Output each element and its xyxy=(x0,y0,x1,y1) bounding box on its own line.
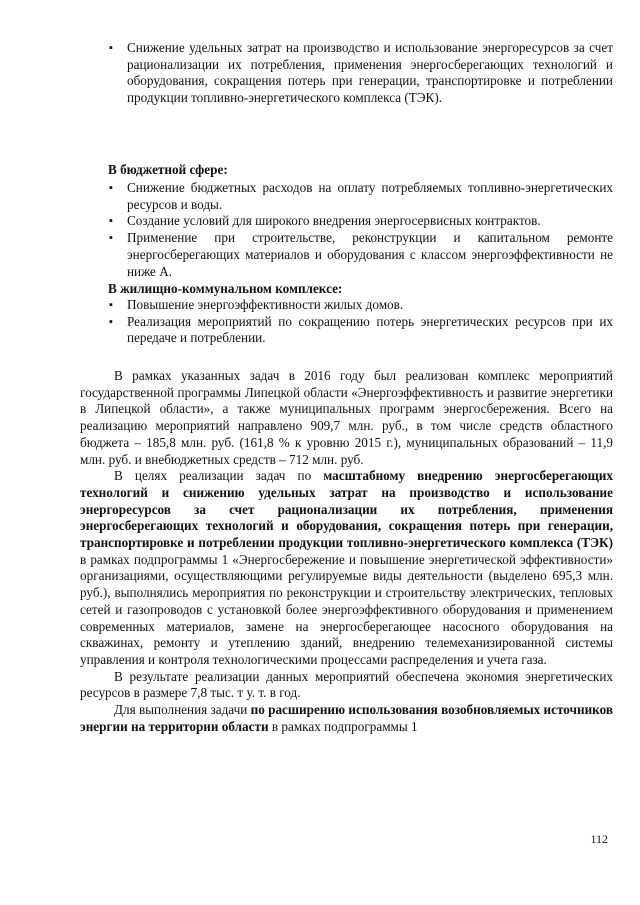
section-heading-budget: В бюджетной сфере: xyxy=(108,162,228,177)
section-heading-housing: В жилищно-коммунальном комплексе: xyxy=(108,281,343,296)
goals-bullet-list xyxy=(108,40,613,107)
list-item: ▪ Применение при строительстве, реконструкции и капитальном ремонте энергосберегающих материалов и оборудования с классом энергоэффективности не ниже А. xyxy=(109,230,613,279)
budget-bullet-list xyxy=(108,180,613,280)
bullet-square-icon: ▪ xyxy=(109,182,113,194)
bullet-square-icon: ▪ xyxy=(109,42,113,54)
list-item: ▪ Создание условий для широкого внедрения энергосервисных контрактов. xyxy=(109,213,541,229)
body-text xyxy=(80,368,613,735)
bullet-square-icon: ▪ xyxy=(109,215,113,228)
paragraph-energy-saving: В целях реализации задач по масштабному внедрению энергосберегающих технологий и снижению удельных затрат на производство и использование энергоресурсов за счет рационализации их потребления, применения энергосберегающих технологий и оборудования, сокращения потерь при генерации, транспортировке и потреблении продукции топливно-энергетического комплекса (ТЭК) в рамках подпрограммы 1 «Энергосбережение и повышение энергетической эффективности» организациями, осуществляющими регулируемые виды деятельности (выделено 695,3 млн. руб.), выполнялись мероприятия по реконструкции и строительству электрических, тепловых сетей и газопроводов с установкой более энергоэффективного оборудования и применением современных материалов, замене на энергосберегающее насосного оборудования на скважинах, ремонту и утеплению зданий, внедрению телемеханизированной системы управления и контроля технологическими процессами распределения и учета газа. xyxy=(80,468,614,667)
list-item: ▪ Повышение энергоэффективности жилых домов. xyxy=(109,297,404,312)
housing-bullet-list xyxy=(108,297,613,347)
list-item: ▪ Снижение бюджетных расходов на оплату потребляемых топливно-энергетических ресурсов и воды. xyxy=(109,180,613,212)
list-item: ▪ Реализация мероприятий по сокращению потерь энергетических ресурсов при их передаче и потреблении. xyxy=(109,313,613,346)
bullet-square-icon: ▪ xyxy=(109,232,113,245)
bullet-square-icon: ▪ xyxy=(109,315,113,328)
paragraph-program-results: В рамках указанных задач в 2016 году был реализован комплекс мероприятий государственной программы Липецкой области «Энергоэффективность и развитие энергетики в Липецкой области», а также муниципальных программ энергосбережения. Всего на реализацию мероприятий направлено 909,7 млн. руб., в том числе средств областного бюджета – 185,8 млн. руб. (161,8 % к уровню 2015 г.), муниципальных образований – 11,9 млн. руб. и внебюджетных средств – 712 млн. руб. xyxy=(80,368,613,467)
list-item: ▪ Снижение удельных затрат на производство и использование энергоресурсов за счет рационализации их потребления, применения энергосберегающих технологий и оборудования, сокращения потерь при генерации, транспортировке и потреблении продукции топливно-энергетического комплекса (ТЭК). xyxy=(109,40,613,106)
bullet-square-icon: ▪ xyxy=(109,299,113,311)
paragraph-renewables: Для выполнения задачи по расширению использования возобновляемых источников энергии на территории области в рамках подпрограммы 1 xyxy=(80,702,613,734)
page-number: 112 xyxy=(590,832,608,846)
paragraph-economy: В результате реализации данных мероприятий обеспечена экономия энергетических ресурсов в размере 7,8 тыс. т у. т. в год. xyxy=(80,668,613,701)
